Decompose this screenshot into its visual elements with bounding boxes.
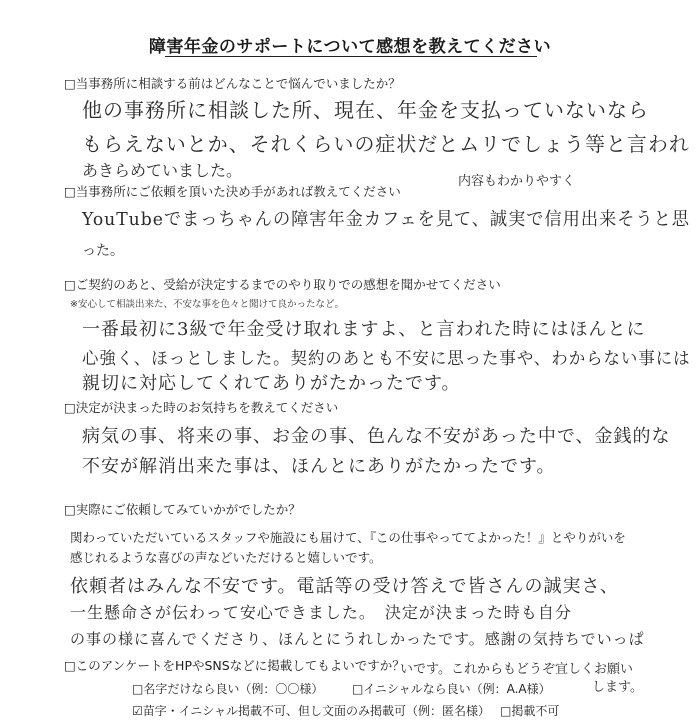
permission-option-surname[interactable]: □名字だけなら良い（例：〇〇様） <box>132 682 324 696</box>
permission-option-initials[interactable]: □イニシャルなら良い（例：A.A様） <box>352 682 551 696</box>
answer-2-line-1: YouTubeでまっちゃんの障害年金カフェを見て、誠実で信用出来そうと思 <box>82 209 690 230</box>
title-underline <box>165 56 537 57</box>
answer-1-line-2: もらえないとか、それくらいの症状だとムリでしょう等と言われ <box>82 132 690 156</box>
answer-4-line-2: 不安が解消出来た事は、ほんとにありがたかったです。 <box>82 456 556 477</box>
answer-3-line-2: 心強く、ほっとしました。契約のあとも不安に思った事や、わからない事には <box>82 349 691 369</box>
question-5-body-line-1: 関わっていただいているスタッフや施設にも届けて、『この仕事やっててよかった！』とやりがいを <box>70 530 626 545</box>
answer-5-line-5: します。 <box>592 680 643 695</box>
page-title: 障害年金のサポートについて感想を教えてください <box>148 37 552 57</box>
answer-4-line-1: 病気の事、将来の事、お金の事、色んな不安があった中で、金銭的な <box>82 426 671 447</box>
question-5-body-line-2: 感じれるような喜びの声などいただけると嬉しいです。 <box>70 550 382 565</box>
answer-5-line-2: 一生懸命さが伝わって安心できました。 決定が決まった時も自分 <box>70 603 572 622</box>
permission-option-not-allowed[interactable]: □掲載不可 <box>500 704 560 718</box>
permission-question-label: □このアンケートをHPやSNSなどに掲載してもよいですか？ <box>64 658 405 673</box>
question-4-label: □決定が決まった時のお気持ちを教えてください <box>64 400 339 415</box>
answer-5-line-1: 依頼者はみんな不安です。電話等の受け答えで皆さんの誠実さ、 <box>70 576 619 597</box>
answer-1-line-1: 他の事務所に相談した所、現在、年金を支払っていないなら <box>82 98 649 122</box>
answer-1-line-3: あきらめていました。 <box>82 161 243 180</box>
answer-2-annotation: 内容もわかりやすく <box>458 174 576 189</box>
answer-3-line-3: 親切に対応してくれてありがたかったです。 <box>82 373 461 394</box>
answer-5-line-3: の事の様に喜んでくださり、ほんとにうれしかったです。感謝の気持ちでいっぱ <box>70 630 645 648</box>
answer-5-line-4: いです。これからもどうぞ宜しくお願い <box>400 662 633 677</box>
question-2-label: □当事務所にご依頼を頂いた決め手があれば教えてください <box>64 184 401 199</box>
question-5-label: □実際にご依頼してみていかがでしたか？ <box>64 502 301 517</box>
question-3-label: □ご契約のあと、受給が決定するまでのやり取りでの感想を聞かせてください <box>64 277 501 292</box>
answer-3-line-1: 一番最初に3級で年金受け取れますよ、と言われた時にはほんとに <box>82 319 646 340</box>
question-1-label: □当事務所に相談する前はどんなことで悩んでいましたか？ <box>64 76 401 91</box>
answer-2-line-2: った。 <box>82 243 124 259</box>
question-3-note: ※安心して相談出来た、不安な事を色々と聞けて良かったなど。 <box>70 299 344 310</box>
permission-option-text-only[interactable]: ☑苗字・イニシャル掲載不可、但し文面のみ掲載可（例：匿名様） <box>132 704 491 718</box>
